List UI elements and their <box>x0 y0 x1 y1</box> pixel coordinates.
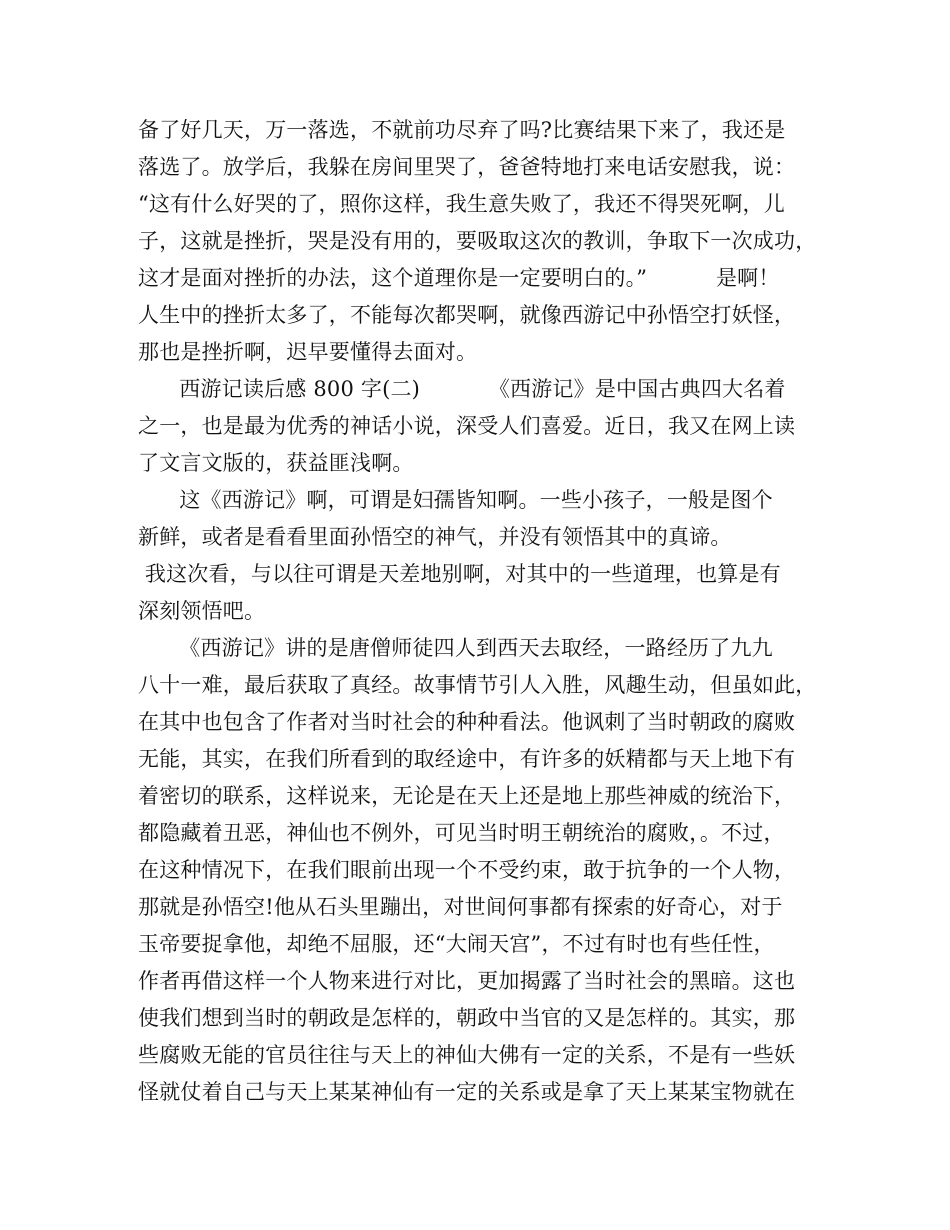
text-line: 《西游记》讲的是唐僧师徒四人到西天去取经，一路经历了九九 <box>138 636 773 660</box>
text-line: 八十一难，最后获取了真经。故事情节引人入胜，风趣生动，但虽如此， <box>138 673 817 697</box>
text-line: 落选了。放学后，我躲在房间里哭了，爸爸特地打来电话安慰我，说： <box>138 155 796 179</box>
text-line: 子，这就是挫折，哭是没有用的，要吸取这次的教训，争取下一次成功， <box>138 229 817 253</box>
document-body <box>138 112 838 1111</box>
text-line: 怪就仗着自己与天上某某神仙有一定的关系或是拿了天上某某宝物就在 <box>138 1080 796 1104</box>
text-line: 之一，也是最为优秀的神话小说，深受人们喜爱。近日，我又在网上读 <box>138 414 796 438</box>
text-line: “这有什么好哭的了，照你这样，我生意失败了，我还不得哭死啊，儿 <box>138 192 785 216</box>
text-line: 这《西游记》啊，可谓是妇孺皆知啊。一些小孩子，一般是图个 <box>138 488 773 512</box>
text-line: 这才是面对挫折的办法，这个道理你是一定要明白的。” 是啊！ <box>138 266 780 290</box>
text-line: 备了好几天，万一落选，不就前功尽弃了吗?比赛结果下来了，我还是 <box>138 118 786 142</box>
text-line: 人生中的挫折太多了，不能每次都哭啊，就像西游记中孙悟空打妖怪， <box>138 303 796 327</box>
text-line: 都隐藏着丑恶，神仙也不例外，可见当时明王朝统治的腐败，。不过， <box>138 821 785 845</box>
text-line: 我这次看，与以往可谓是天差地别啊，对其中的一些道理，也算是有 <box>138 562 781 586</box>
text-line: 无能，其实，在我们所看到的取经途中，有许多的妖精都与天上地下有 <box>138 747 796 771</box>
section-heading-line: 西游记读后感 800 字(二) 《西游记》是中国古典四大名着 <box>138 377 786 401</box>
text-line: 了文言文版的，获益匪浅啊。 <box>138 451 414 475</box>
text-line: 着密切的联系，这样说来，无论是在天上还是地上那些神威的统治下， <box>138 784 796 808</box>
text-line: 使我们想到当时的朝政是怎样的，朝政中当官的又是怎样的。其实，那 <box>138 1006 796 1030</box>
text-line: 在其中也包含了作者对当时社会的种种看法。他讽刺了当时朝政的腐败 <box>138 710 796 734</box>
text-line: 玉帝要捉拿他，却绝不屈服，还“大闹天宫”，不过有时也有些任性， <box>138 932 775 956</box>
text-line: 在这种情况下，在我们眼前出现一个不受约束，敢于抗争的一个人物， <box>138 858 796 882</box>
text-line: 新鲜，或者是看看里面孙悟空的神气，并没有领悟其中的真谛。 <box>138 525 732 549</box>
text-line: 些腐败无能的官员往往与天上的神仙大佛有一定的关系，不是有一些妖 <box>138 1043 796 1067</box>
text-line: 作者再借这样一个人物来进行对比，更加揭露了当时社会的黑暗。这也 <box>138 969 796 993</box>
text-line: 那就是孙悟空!他从石头里蹦出，对世间何事都有探索的好奇心，对于 <box>138 895 783 919</box>
text-line: 那也是挫折啊，迟早要懂得去面对。 <box>138 340 478 364</box>
text-line: 深刻领悟吧。 <box>138 599 266 623</box>
